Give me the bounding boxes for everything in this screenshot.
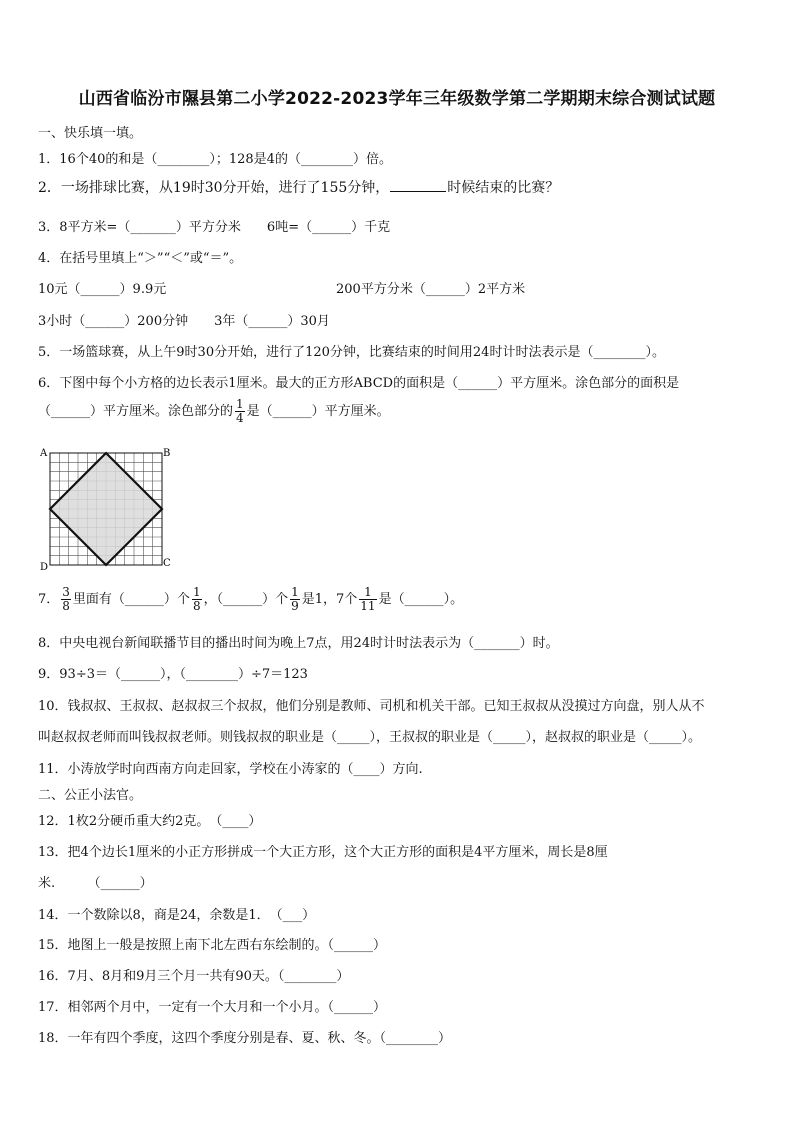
square-grid-figure — [36, 445, 176, 575]
question-8: 8．中央电视台新闻联播节目的播出时间为晚上7点，用24时计时法表示为（_______）时。 — [38, 636, 559, 651]
question-4a: 10元（______）9.9元 — [38, 282, 167, 297]
question-6-text: （______）平方厘米。涂色部分的 — [38, 404, 234, 419]
fraction-numerator: 1 — [359, 586, 376, 600]
fraction-numerator: 1 — [192, 585, 201, 599]
question-2 — [38, 177, 559, 197]
question-6-tail: 是（______）平方厘米。 — [246, 404, 390, 419]
vertex-label-c: C — [163, 558, 171, 569]
fraction — [235, 398, 245, 425]
fraction — [192, 586, 202, 613]
fraction — [61, 586, 71, 613]
page-title: 山西省临汾市隰县第二小学2022-2023学年三年级数学第二学期期末综合测试试题 — [78, 89, 716, 109]
section-heading-1: 一、快乐填一填。 — [38, 126, 143, 141]
question-7-text: 是1，7个 — [301, 592, 358, 607]
question-11: 11．小涛放学时向西南方向走回家，学校在小涛家的（____）方向. — [38, 762, 423, 777]
question-16: 16．7月、8月和9月三个月一共有90天。（________） — [38, 969, 350, 984]
question-7-number: 7． — [38, 592, 60, 607]
question-7 — [38, 586, 463, 613]
question-10-line-1: 10．钱叔叔、王叔叔、赵叔叔三个叔叔，他们分别是教师、司机和机关干部。已知王叔叔从没摸过方向盘，别人从不 — [38, 699, 705, 714]
question-6-line-2 — [38, 398, 390, 425]
fraction-denominator: 4 — [236, 411, 244, 425]
fraction — [290, 586, 300, 613]
question-13-line-2: 米. （______） — [38, 876, 153, 891]
fraction-numerator: 1 — [236, 397, 244, 411]
fraction-denominator: 8 — [62, 599, 70, 613]
question-2-text: 2．一场排球比赛，从19时30分开始，进行了155分钟， — [38, 180, 390, 196]
question-4: 4．在括号里填上“＞”“＜”或“＝”。 — [38, 251, 243, 266]
question-7-text: 里面有（______）个 — [72, 592, 190, 607]
question-6-line-1: 6．下图中每个小方格的边长表示1厘米。最大的正方形ABCD的面积是（______）平方厘米。涂色部分的面积是 — [38, 376, 680, 391]
question-1: 1．16个40的和是（________）；128是4的（________）倍。 — [38, 152, 392, 167]
answer-blank[interactable] — [390, 179, 446, 192]
fraction-denominator: 9 — [291, 599, 299, 613]
question-3: 3．8平方米=（_______）平方分米 6吨=（______）千克 — [38, 220, 391, 235]
question-12: 12．1枚2分硬币重大约2克。 （____） — [38, 814, 262, 829]
fraction-denominator: 11 — [360, 599, 376, 613]
question-4b: 200平方分米（______）2平方米 — [336, 282, 526, 297]
vertex-label-a: A — [40, 448, 48, 459]
question-5: 5．一场篮球赛，从上午9时30分开始，进行了120分钟，比赛结束的时间用24时计时法表示是（________）。 — [38, 345, 665, 360]
question-7-text: ，（______）个 — [203, 592, 289, 607]
fraction-denominator: 8 — [192, 599, 201, 613]
question-9: 9．93÷3＝（______），（________）÷7＝123 — [38, 667, 308, 682]
fraction — [359, 586, 376, 613]
question-2-tail: 时候结束的比赛？ — [447, 180, 560, 196]
section-heading-2: 二、公正小法官。 — [38, 788, 143, 803]
vertex-label-d: D — [40, 562, 49, 573]
question-15: 15．地图上一般是按照上南下北左西右东绘制的。（______） — [38, 938, 387, 953]
question-7-text: 是（______）。 — [378, 592, 464, 607]
vertex-label-b: B — [163, 448, 171, 459]
question-13-line-1: 13．把4个边长1厘米的小正方形拼成一个大正方形，这个大正方形的面积是4平方厘米，周长是8厘 — [38, 845, 608, 860]
question-14: 14．一个数除以8，商是24，余数是1． （___） — [38, 908, 316, 923]
question-4c: 3小时（______）200分钟 3年（______）30月 — [38, 314, 330, 329]
fraction-numerator: 3 — [62, 585, 70, 599]
question-10-line-2: 叫赵叔叔老师而叫钱叔叔老师。则钱叔叔的职业是（_____），王叔叔的职业是（_____），赵叔叔的职业是（_____）。 — [38, 730, 702, 745]
question-17: 17．相邻两个月中，一定有一个大月和一个小月。（______） — [38, 1000, 387, 1015]
fraction-numerator: 1 — [291, 585, 299, 599]
question-18: 18．一年有四个季度，这四个季度分别是春、夏、秋、冬。（________） — [38, 1031, 452, 1046]
shaded-diamond — [50, 453, 162, 565]
